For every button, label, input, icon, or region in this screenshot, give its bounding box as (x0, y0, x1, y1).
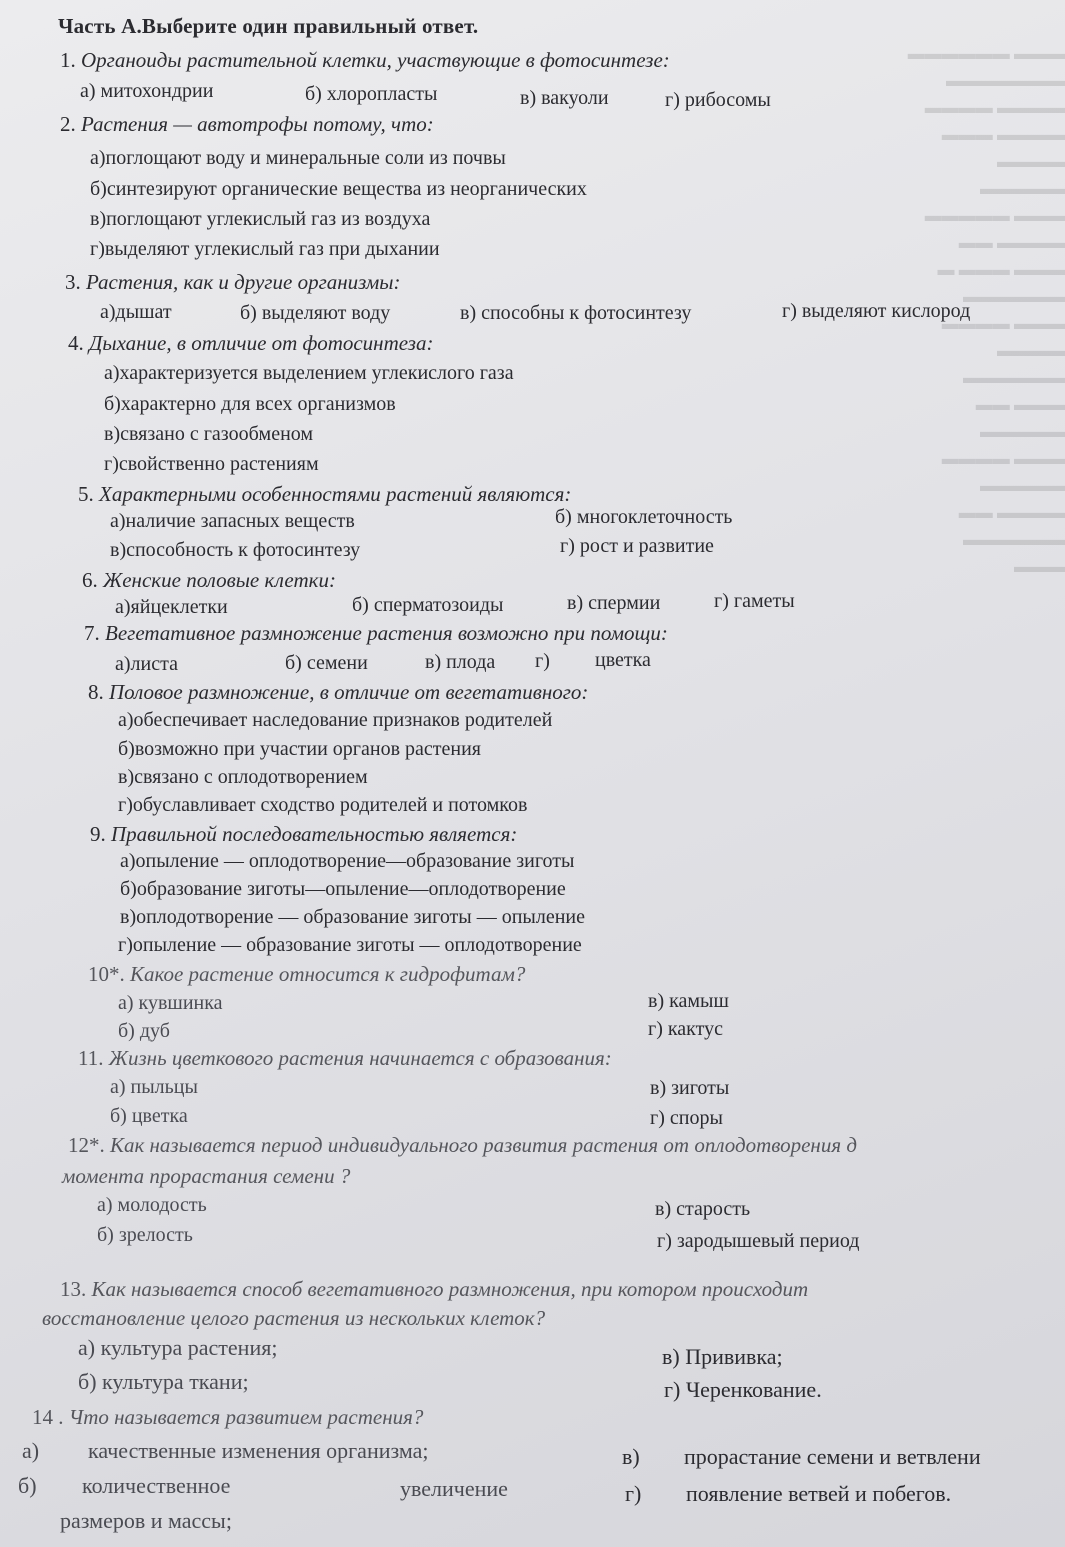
question-number: 8. (88, 680, 104, 704)
question-number: 12*. (68, 1133, 105, 1157)
option-7d: цветка (595, 649, 651, 671)
option-2a: а)поглощают воду и минеральные соли из почвы (90, 147, 506, 169)
option-14b-letter: б) (18, 1473, 37, 1498)
option-9a: а)опыление — оплодотворение—образование зиготы (120, 850, 575, 872)
question-number: 3. (65, 270, 81, 294)
question-text: Какое растение относится к гидрофитам? (130, 962, 526, 986)
question-number: 5. (78, 482, 94, 506)
option-7c: в) плода (425, 651, 496, 673)
option-6c: в) спермии (567, 592, 661, 614)
option-12d: г) зародышевый период (657, 1230, 860, 1252)
option-4d: г)свойственно растениям (104, 453, 319, 475)
option-5b: б) многоклеточность (555, 506, 733, 528)
question-11 (78, 1046, 612, 1071)
question-number: 14 . (32, 1405, 64, 1429)
option-2d: г)выделяют углекислый газ при дыхании (90, 238, 440, 260)
question-number: 2. (60, 112, 76, 136)
question-text: Что называется развитием растения? (68, 1405, 424, 1429)
question-12-continuation: момента прорастания семени ? (62, 1164, 351, 1188)
question-text: Жизнь цветкового растения начинается с образования: (108, 1046, 612, 1070)
option-8b: б)возможно при участии органов растения (118, 738, 482, 760)
question-number: 1. (60, 48, 76, 72)
option-14b-part2: увеличение (400, 1476, 508, 1501)
question-number: 9. (90, 822, 106, 846)
option-8c: в)связано с оплодотворением (118, 766, 368, 788)
question-number: 11. (78, 1046, 104, 1070)
option-9c: в)оплодотворение — образование зиготы — опыление (120, 906, 586, 928)
question-9 (90, 822, 517, 847)
question-number: 13. (60, 1277, 87, 1301)
option-14b-part3: размеров и массы; (60, 1508, 232, 1533)
option-10b: б) дуб (118, 1020, 170, 1042)
option-2c: в)поглощают углекислый газ из воздуха (90, 208, 431, 230)
question-number: 7. (84, 621, 100, 645)
bleed-through-text: ▬▬▬ ▬▬▬▬▬▬ ▬▬▬▬▬▬▬ ▬▬▬▬ ▬▬▬▬ ▬▬▬▬ ▬▬▬ ▬▬▬▬ ▬▬▬▬▬ ▬▬▬ ▬▬▬▬▬ ▬▬▬▬ ▬▬ ▬▬▬ ▬▬▬ ▬ ▬▬▬▬▬▬ ▬▬▬ ▬▬▬▬ ▬▬▬▬ ▬▬▬▬▬▬ ▬▬▬ ▬▬ ▬▬▬▬▬ ▬▬▬ ▬▬▬▬ ▬▬▬▬▬ ▬▬▬▬ ▬▬ ▬▬▬▬▬▬ ▬▬▬ (907, 44, 1065, 576)
option-3a: а)дышат (100, 301, 172, 323)
option-14c-letter: в) (622, 1444, 640, 1469)
question-text: Правильной последовательностью является: (111, 822, 518, 846)
question-4 (68, 331, 434, 356)
option-9b: б)образование зиготы—опыление—оплодотворение (120, 878, 566, 900)
option-13b: б) культура ткани; (78, 1369, 249, 1394)
question-text: Женские половые клетки: (103, 568, 336, 592)
question-2 (60, 112, 434, 137)
option-3b: б) выделяют воду (240, 302, 391, 324)
option-11d: г) споры (650, 1107, 723, 1129)
option-11a: а) пыльцы (110, 1076, 198, 1098)
option-4a: а)характеризуется выделением углекислого газа (104, 362, 514, 384)
question-5 (78, 482, 571, 507)
option-6d: г) гаметы (714, 590, 795, 612)
question-text: Вегетативное размножение растения возможно при помощи: (105, 621, 668, 645)
question-3 (65, 270, 400, 295)
option-12a: а) молодость (97, 1194, 207, 1216)
option-6b: б) сперматозоиды (352, 594, 504, 616)
option-7d-letter: г) (535, 650, 550, 672)
question-10 (88, 962, 525, 987)
option-13d: г) Черенкование. (664, 1377, 822, 1402)
section-header: Часть А.Выберите один правильный ответ. (58, 14, 479, 38)
question-number: 10*. (88, 962, 125, 986)
option-2b: б)синтезируют органические вещества из неорганических (90, 178, 587, 200)
question-text: Как называется способ вегетативного размножения, при котором происходит (91, 1277, 809, 1301)
option-4b: б)характерно для всех организмов (104, 393, 396, 415)
question-text: Растения — автотрофы потому, что: (81, 112, 434, 136)
question-12 (68, 1133, 857, 1158)
option-1d: г) рибосомы (665, 89, 771, 111)
option-1a: а) митохондрии (80, 80, 214, 102)
option-3d: г) выделяют кислород (782, 300, 971, 322)
option-8d: г)обуславливает сходство родителей и потомков (118, 794, 528, 816)
question-13 (60, 1277, 808, 1302)
option-5c: в)способность к фотосинтезу (110, 539, 361, 561)
question-text: Растения, как и другие организмы: (86, 270, 401, 294)
option-12c: в) старость (655, 1198, 751, 1220)
question-13-continuation: восстановление целого растения из нескольких клеток? (42, 1306, 546, 1330)
option-14a: качественные изменения организма; (88, 1438, 429, 1463)
option-13a: а) культура растения; (78, 1335, 278, 1360)
option-12b: б) зрелость (97, 1224, 193, 1246)
option-5a: а)наличие запасных веществ (110, 510, 355, 532)
option-10d: г) кактус (648, 1018, 723, 1040)
question-number: 6. (82, 568, 98, 592)
question-text: Дыхание, в отличие от фотосинтеза: (89, 331, 434, 355)
option-13c: в) Прививка; (662, 1344, 783, 1369)
question-7 (84, 621, 668, 646)
option-9d: г)опыление — образование зиготы — оплодотворение (118, 934, 582, 956)
option-11c: в) зиготы (650, 1077, 730, 1099)
question-6 (82, 568, 336, 593)
question-8 (88, 680, 588, 705)
option-10c: в) камыш (648, 990, 729, 1012)
option-8a: а)обеспечивает наследование признаков родителей (118, 709, 553, 731)
question-text: Органоиды растительной клетки, участвующие в фотосинтезе: (81, 48, 670, 72)
option-14c: прорастание семени и ветвлени (684, 1444, 981, 1469)
option-14a-letter: а) (22, 1438, 40, 1463)
question-14 (32, 1405, 423, 1430)
option-4c: в)связано с газообменом (104, 423, 314, 445)
option-14d: появление ветвей и побегов. (686, 1481, 952, 1506)
question-text: Половое размножение, в отличие от вегетативного: (109, 680, 589, 704)
option-1b: б) хлоропласты (305, 83, 438, 105)
option-14b-part1: количественное (82, 1473, 231, 1498)
option-14d-letter: г) (625, 1481, 642, 1506)
option-10a: а) кувшинка (118, 992, 223, 1014)
option-7a: а)листа (115, 653, 178, 675)
option-7b: б) семени (285, 652, 368, 674)
option-5d: г) рост и развитие (560, 535, 714, 557)
question-1 (60, 48, 670, 73)
option-3c: в) способны к фотосинтезу (460, 302, 692, 324)
question-number: 4. (68, 331, 84, 355)
option-1c: в) вакуоли (520, 87, 609, 109)
option-6a: а)яйцеклетки (115, 596, 228, 618)
question-text: Характерными особенностями растений являются: (99, 482, 572, 506)
question-text: Как называется период индивидуального развития растения от оплодотворения д (110, 1133, 857, 1157)
option-11b: б) цветка (110, 1105, 188, 1127)
